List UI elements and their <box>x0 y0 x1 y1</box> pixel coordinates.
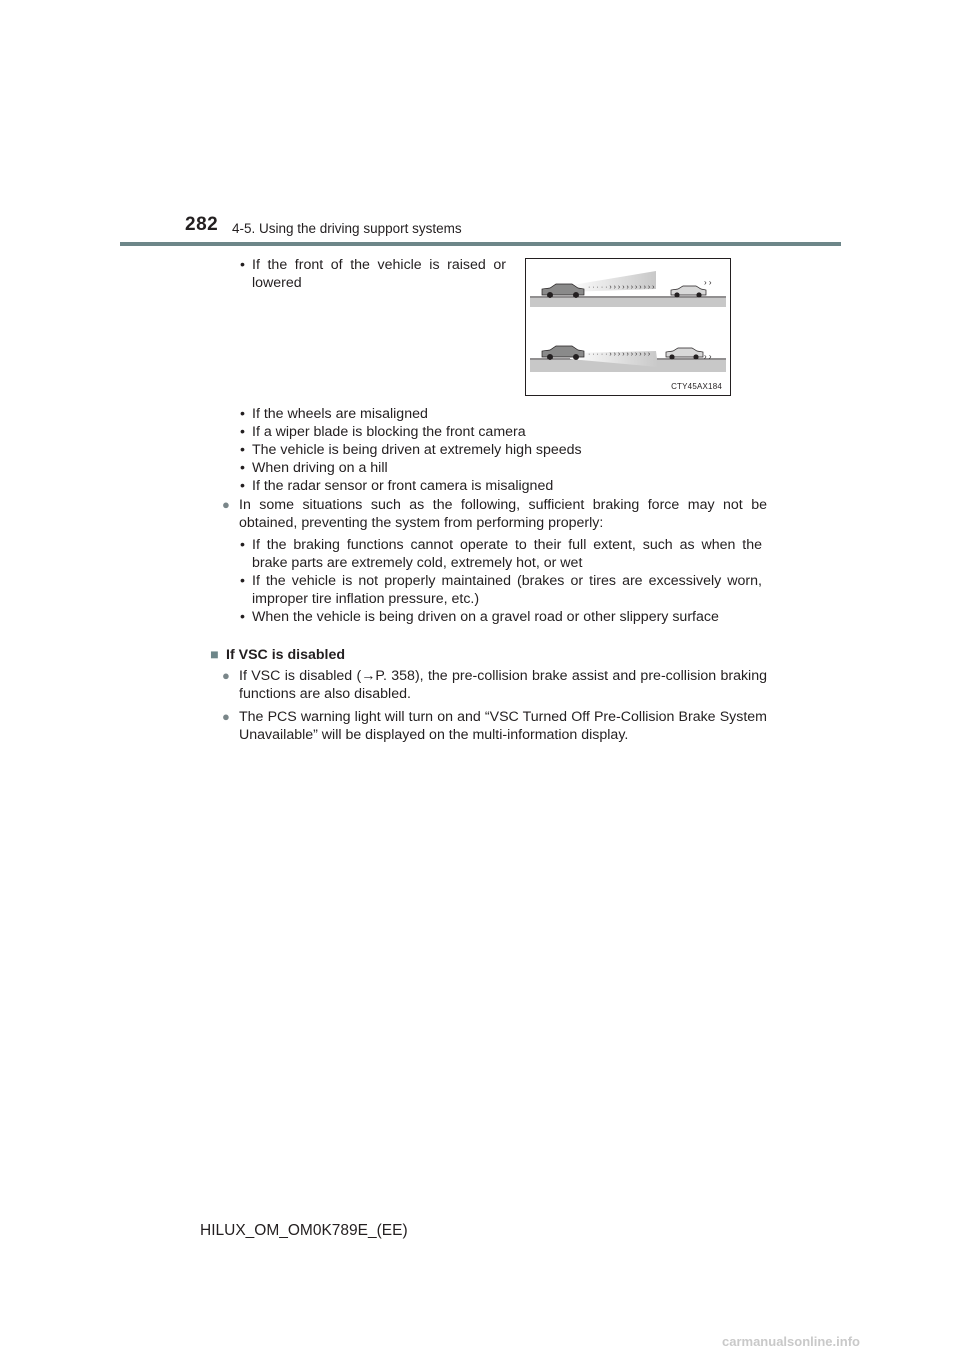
svg-text:› ›: › › <box>704 352 712 361</box>
square-bullet-icon: ■ <box>210 647 219 663</box>
vsc-item-warning-light-text: The PCS warning light will turn on and “VSC Turned Off Pre-Collision Brake System Unavailable” will be displayed on the multi-information display. <box>239 709 767 743</box>
vehicle-radar-diagram <box>526 259 730 395</box>
vsc-item-warning-light <box>222 708 767 744</box>
svg-text:› ›: › › <box>704 278 712 287</box>
road-upper <box>530 298 726 307</box>
bullet-wiper-blade: • If a wiper blade is blocking the front camera <box>240 423 762 441</box>
bullet-maintenance: • If the vehicle is not properly maintained (brakes or tires are excessively worn, improper tire inflation pressure, etc.) <box>240 572 762 608</box>
circle-bullet-icon: ● <box>222 668 230 683</box>
vsc-item-disabled-text: If VSC is disabled (→P. 358), the pre-collision brake assist and pre-collision braking functions are also disabled. <box>239 668 767 702</box>
bullet-wheels-misaligned: • If the wheels are misaligned <box>240 405 762 423</box>
car-icon-lower-left <box>542 346 584 360</box>
circle-bullet-icon: ● <box>222 497 230 512</box>
svg-text:· · · · · › › › › › › › › › ›: · · · · · › › › › › › › › › › › <box>588 284 655 291</box>
watermark: carmanualsonline.info <box>722 1334 860 1349</box>
braking-force-item <box>222 496 767 532</box>
bullet-brake-parts: • If the braking functions cannot operate to their full extent, such as when the brake parts are extremely cold, extremely hot, or wet <box>240 536 762 572</box>
svg-text:· · · · · › › › › › › › › › ›: · · · · · › › › › › › › › › › <box>588 351 651 358</box>
bullet-radar-misaligned: • If the radar sensor or front camera is misaligned <box>240 477 762 495</box>
car-icon-upper-right <box>671 286 706 298</box>
vsc-heading <box>210 646 345 664</box>
bullet-front-raised: • If the front of the vehicle is raised or lowered <box>240 256 506 292</box>
figure-code: CTY45AX184 <box>671 382 722 391</box>
car-icon-lower-right <box>666 348 703 360</box>
bullet-gravel-road: • When the vehicle is being driven on a gravel road or other slippery surface <box>240 608 762 626</box>
circle-bullet-icon: ● <box>222 709 230 724</box>
bullet-hill: • When driving on a hill <box>240 459 762 477</box>
section-title: 4-5. Using the driving support systems <box>232 221 462 236</box>
page-number: 282 <box>185 214 219 235</box>
footer-doc-code: HILUX_OM_OM0K789E_(EE) <box>200 1222 408 1239</box>
vsc-heading-text: If VSC is disabled <box>226 647 346 663</box>
vsc-item-disabled <box>222 667 767 703</box>
braking-force-text: In some situations such as the following, sufficient braking force may not be obtained, preventing the system from performing properly: <box>239 497 767 531</box>
radar-illustration <box>525 258 731 396</box>
header-rule <box>120 242 841 246</box>
bullet-high-speed: • The vehicle is being driven at extremely high speeds <box>240 441 762 459</box>
